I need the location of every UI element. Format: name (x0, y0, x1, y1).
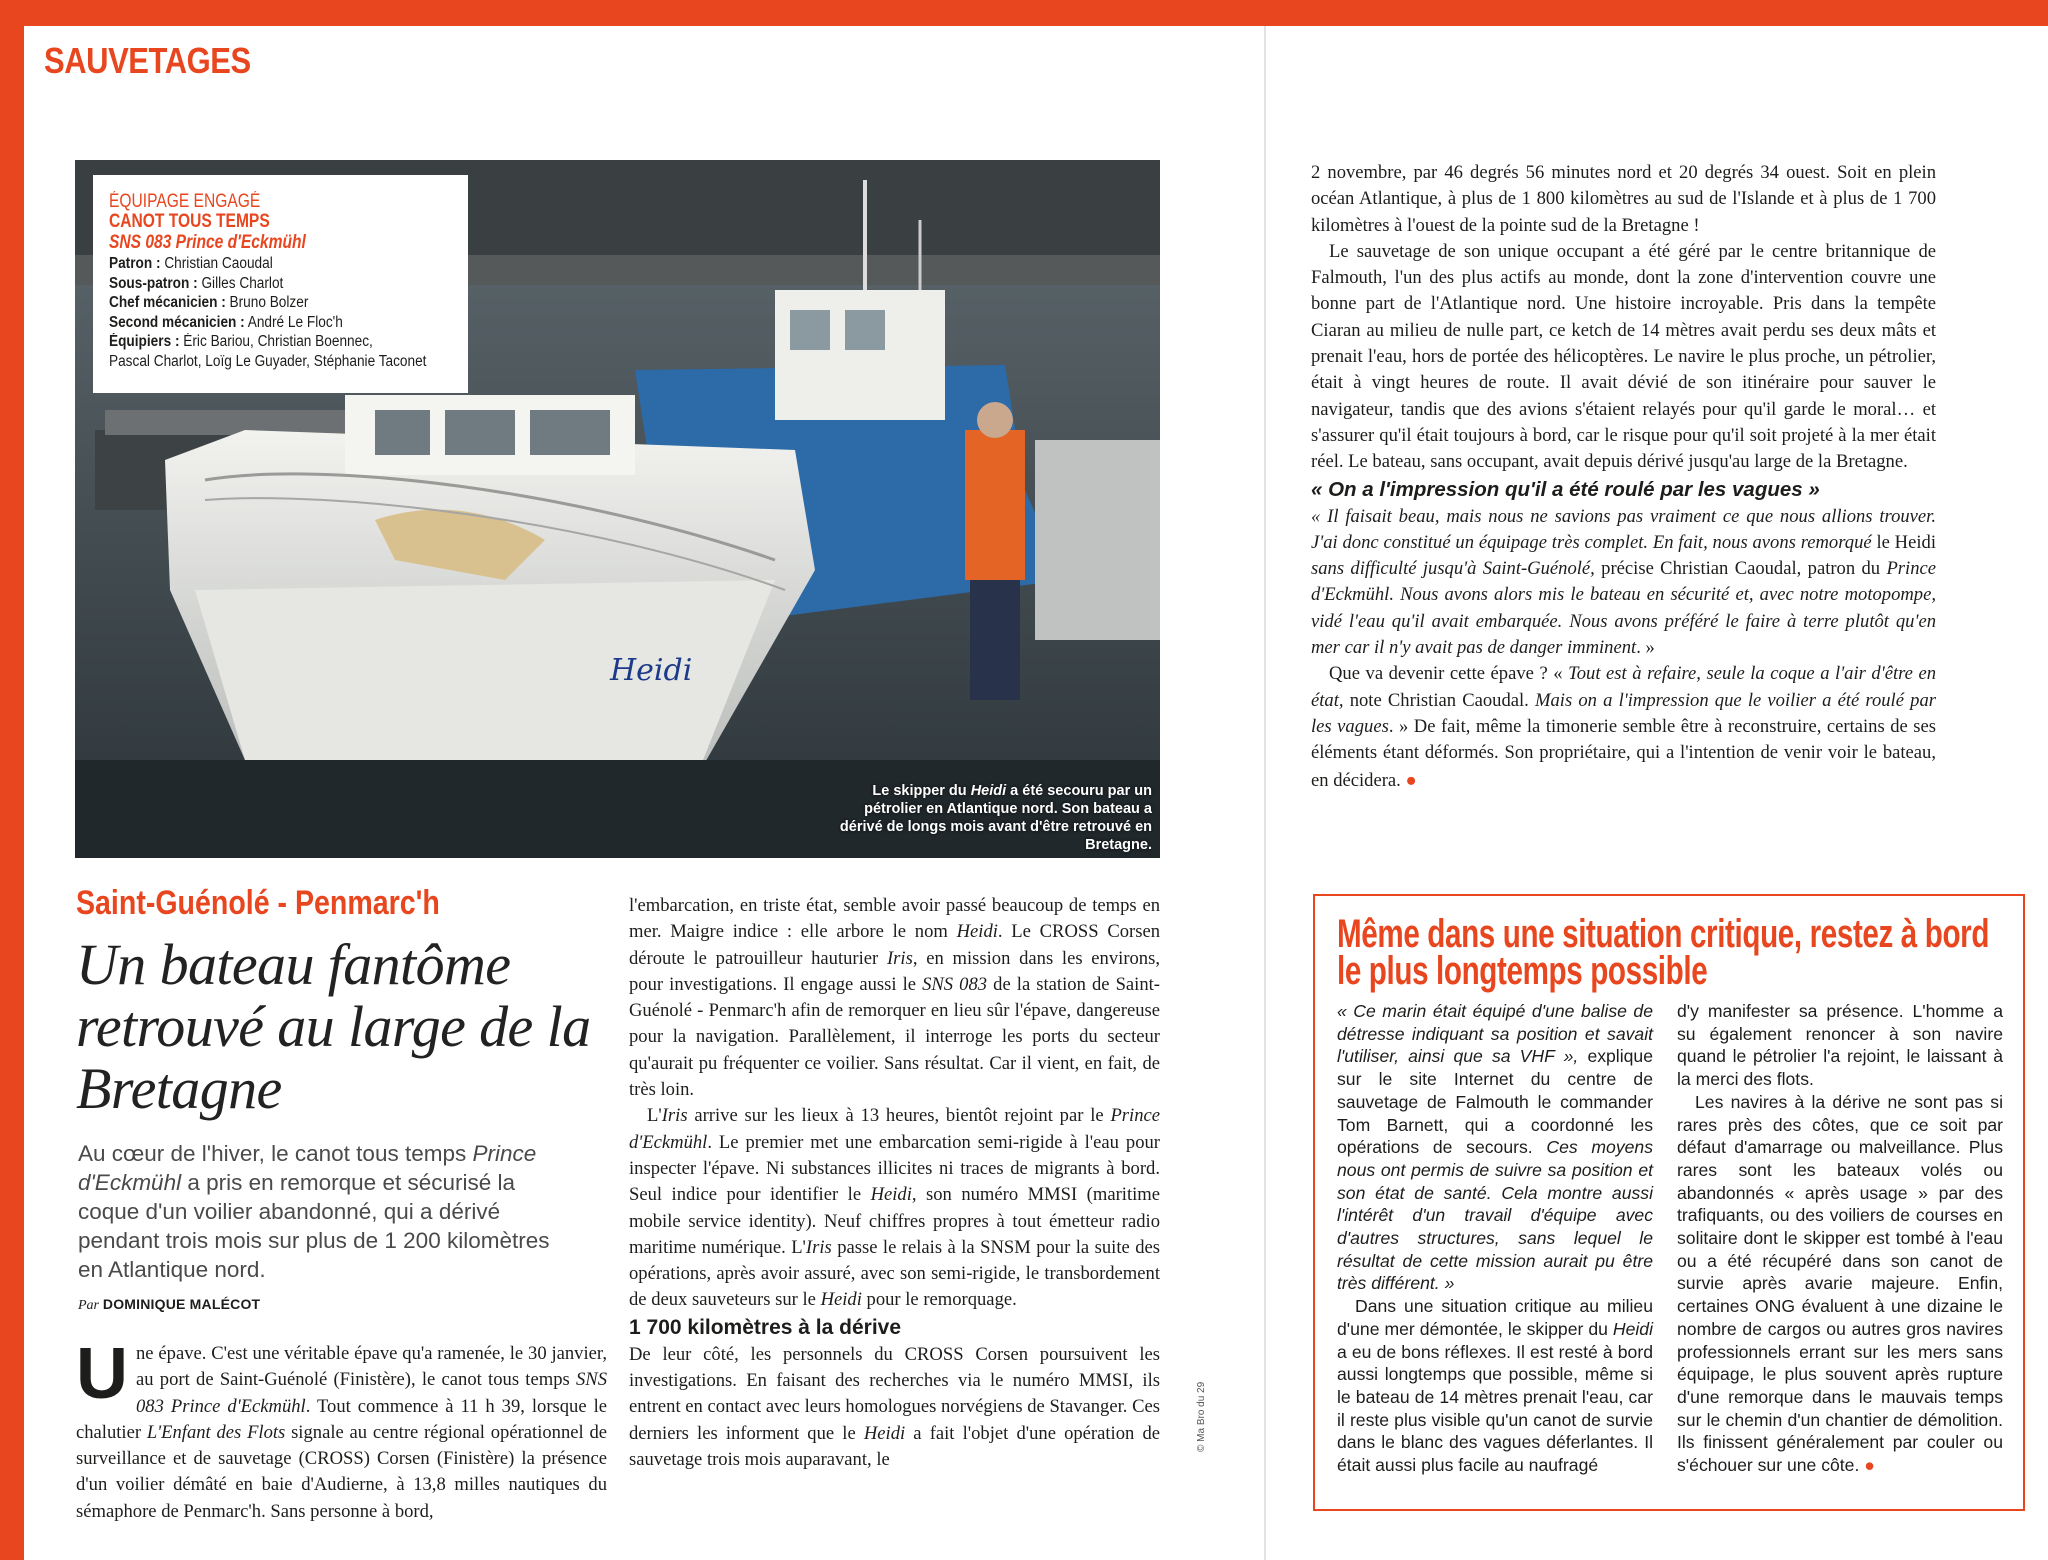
crew-row: Équipiers : Éric Bariou, Christian Boennec, (109, 333, 373, 350)
standfirst: Au cœur de l'hiver, le canot tous temps Prince d'Eckmühl a pris en remorque et sécurisé la coque d'un voilier abandonné, qui a dérivé pendant trois mois sur plus de 1 200 kilomètres en Atlantique nord. (78, 1141, 550, 1282)
paragraph: 2 novembre, par 46 degrés 56 minutes nord et 20 degrés 34 ouest. Soit en plein océan Atlantique, à plus de 1 800 kilomètres au sud de l'Islande et à plus de 1 700 kilomètres à l'ouest de la pointe sud de la Bretagne ! (1311, 162, 1936, 236)
sidebar-column-left (1337, 1000, 1653, 1477)
end-mark: ● (1864, 1455, 1875, 1476)
crew-row-continued: Pascal Charlot, Loïg Le Guyader, Stéphanie Taconet (109, 352, 427, 370)
paragraph: « Il faisait beau, mais nous ne savions pas vraiment ce que nous allions trouver. J'ai donc constitué un équipage très complet. En fait, nous avons remorqué le Heidi sans difficulté jusqu'à Saint-Guénolé, précise Christian Caoudal, patron du Prince d'Eckmühl. Nous avons alors mis le bateau en sécurité et, avec notre motopompe, vidé l'eau qu'il avait embarquée. Nous avons préféré le faire à terre plutôt qu'en mer car il n'y avait pas de danger imminent. » (1311, 505, 1936, 659)
sidebar-title: Même dans une situation critique, restez à bord le plus longtemps possible (1337, 912, 1990, 993)
sidebar-box (1313, 894, 2025, 1511)
crew-row: Sous-patron : Gilles Charlot (109, 274, 284, 292)
paragraph: L'Iris arrive sur les lieux à 13 heures, bientôt rejoint par le Prince d'Eckmühl. Le premier met une embarcation semi-rigide à l'eau pour inspecter l'épave. Ni substances illicites ni traces de migrants à bord. Seul indice pour identifier le Heidi, son numéro MMSI (maritime mobile service identity). Neuf chiffres propres à tout émetteur radio maritime numérique. L'Iris passe le relais à la SNSM pour la suite des opérations, après avoir assuré, avec son semi-rigide, le transbordement de deux sauveteurs sur le Heidi pour le remorquage. (629, 1105, 1160, 1311)
paragraph: Que va devenir cette épave ? « Tout est à refaire, seule la coque a l'air d'être en état, note Christian Caoudal. Mais on a l'impression que le voilier a été roulé par les vagues. » De fait, même la timonerie semble être à reconstruire, certains de ses éléments étant déformés. Son propriétaire, qui a l'intention de venir voir le bateau, en décidera. ● (1311, 663, 1937, 791)
top-border (0, 0, 2048, 26)
crew-kicker: ÉQUIPAGE ENGAGÉ (109, 191, 261, 212)
photo-caption: Le skipper du Heidi a été secouru par un pétrolier en Atlantique nord. Son bateau a dérivé de longs mois avant d'être retrouvé en Bretagne. (839, 783, 1152, 853)
crew-boat-type: CANOT TOUS TEMPS (109, 211, 270, 232)
end-mark: ● (1405, 768, 1417, 790)
paragraph: Dans une situation critique au milieu d'une mer démontée, le skipper du Heidi a eu de bons réflexes. Il est resté à bord aussi longtemps que possible, même si le bateau de 14 mètres prenait l'eau, car il reste plus visible qu'un canot de survie dans le blanc des vagues déferlantes. Il était aussi plus facile au naufragé (1337, 1296, 1653, 1476)
hull-name-text: Heidi (610, 653, 693, 688)
crew-row: Second mécanicien : André Le Floc'h (109, 313, 343, 331)
paragraph: d'y manifester sa présence. L'homme a su également renoncer à son navire quand le pétrolier l'a rejoint, le laissant à la merci des flots. (1677, 1001, 2003, 1090)
left-border (0, 0, 24, 1560)
paragraph: De leur côté, les personnels du CROSS Corsen poursuivent les investigations. En faisant des recherches via le numéro MMSI, ils entrent en contact avec leurs homologues norvégiens de Stavanger. Ces derniers les informent que le Heidi a fait l'objet d'une opération de sauvetage trois mois auparavant, le (629, 1343, 1160, 1470)
section-label: SAUVETAGES (44, 40, 251, 81)
drop-cap: U (76, 1334, 128, 1414)
author-name: DOMINIQUE MALÉCOT (102, 1296, 261, 1312)
page-spine (1264, 26, 1266, 1560)
crew-row: Chef mécanicien : Bruno Bolzer (109, 294, 309, 311)
paragraph: l'embarcation, en triste état, semble avoir passé beaucoup de temps en mer. Maigre indice : elle arbore le nom Heidi. Le CROSS Corsen déroute le patrouilleur hauturier Iris, en mission dans les environs, pour investigations. Il engage aussi le SNS 083 de la station de Saint-Guénolé - Penmarc'h afin de remorquer en lieu sûr l'épave, dangereuse pour la navigation. Parallèlement, il interroge les ports du secteur qu'aurait pu fréquenter ce voilier. Sans résultat. Car il vient, en fait, de très loin. (629, 895, 1160, 1101)
crew-row: Patron : Christian Caoudal (109, 255, 273, 272)
quote-heading: « On a l'impression qu'il a été roulé par les vagues » (1311, 477, 1820, 501)
photo-credit: © Ma Bro du 29 (1196, 1381, 1207, 1452)
paragraph: Une épave. C'est une véritable épave qu'a ramenée, le 30 janvier, au port de Saint-Guénolé (Finistère), le canot tous temps SNS 083 Prince d'Eckmühl. Tout commence à 11 h 39, lorsque le chalutier L'Enfant des Flots signale au centre régional opérationnel de surveillance et de sauvetage (CROSS) Corsen (Finistère) la présence d'un voilier démâté en baie d'Audierne, à 13,8 milles nautiques du sémaphore de Penmarc'h. Sans personne à bord, (76, 1334, 607, 1522)
headline: Un bateau fantôme retrouvé au large de la Bretagne (76, 932, 591, 1121)
paragraph: « Ce marin était équipé d'une balise de détresse indiquant sa position et savait l'utiliser, ainsi que sa VHF », explique sur le site Internet du centre de sauvetage de Falmouth le commander Tom Barnett, qui a coordonné les opérations de secours. Ces moyens nous ont permis de suivre sa position et son état de santé. Cela montre aussi l'intérêt d'un travail d'équipe avec d'autres structures, sans lequel le résultat de cette mission aurait pu être très différent. » (1337, 1001, 1654, 1294)
crew-boat-name: SNS 083 Prince d'Eckmühl (109, 232, 306, 253)
article-column-2 (629, 893, 1160, 1473)
paragraph: Les navires à la dérive ne sont pas si rares près des côtes, que ce soit par défaut d'amarrage ou malveillance. Plus rares sont les bateaux volés ou abandonnés « après usage » par des trafiquants, ou des voiliers de courses en solitaire dont le skipper est tombé à l'eau ou a été récupéré dans son canot de survie après avarie majeure. Enfin, certaines ONG évaluent à une dizaine le nombre de cargos ou autres gros navires professionnels errant sur les mers sans équipage, le plus souvent après rupture d'une remorque dans le mauvais temps sur le chemin d'un chantier de démolition. Ils finissent généralement par couler ou s'échouer sur une côte. ● (1677, 1091, 2003, 1476)
article-column-1 (76, 1334, 607, 1525)
article-column-3 (1311, 160, 1936, 794)
subhead: 1 700 kilomètres à la dérive (629, 1315, 902, 1339)
place-label: Saint-Guénolé - Penmarc'h (76, 884, 440, 922)
crew-box (93, 175, 468, 393)
byline: Par DOMINIQUE MALÉCOT (78, 1296, 261, 1313)
paragraph: Le sauvetage de son unique occupant a été géré par le centre britannique de Falmouth, l'un des plus actifs au monde, dont la zone d'intervention couvre une bonne part de l'Atlantique nord. Une histoire incroyable. Pris dans la tempête Ciaran au milieu de nulle part, ce ketch de 14 mètres avait perdu ses deux mâts et prenait l'eau, hors de portée des hélicoptères. Le navire le plus proche, un pétrolier, était à vingt heures de route. Il avait dévié de son itinéraire pour sauver le navigateur, tandis que des avions s'étaient relayés pour qu'il garde le moral… et s'assurer qu'il était toujours à bord, car le risque pour qu'il soit projeté à la mer était réel. Le bateau, sans occupant, avait depuis dérivé jusqu'au large de la Bretagne. (1311, 240, 1936, 473)
sidebar-column-right (1677, 1000, 2003, 1477)
